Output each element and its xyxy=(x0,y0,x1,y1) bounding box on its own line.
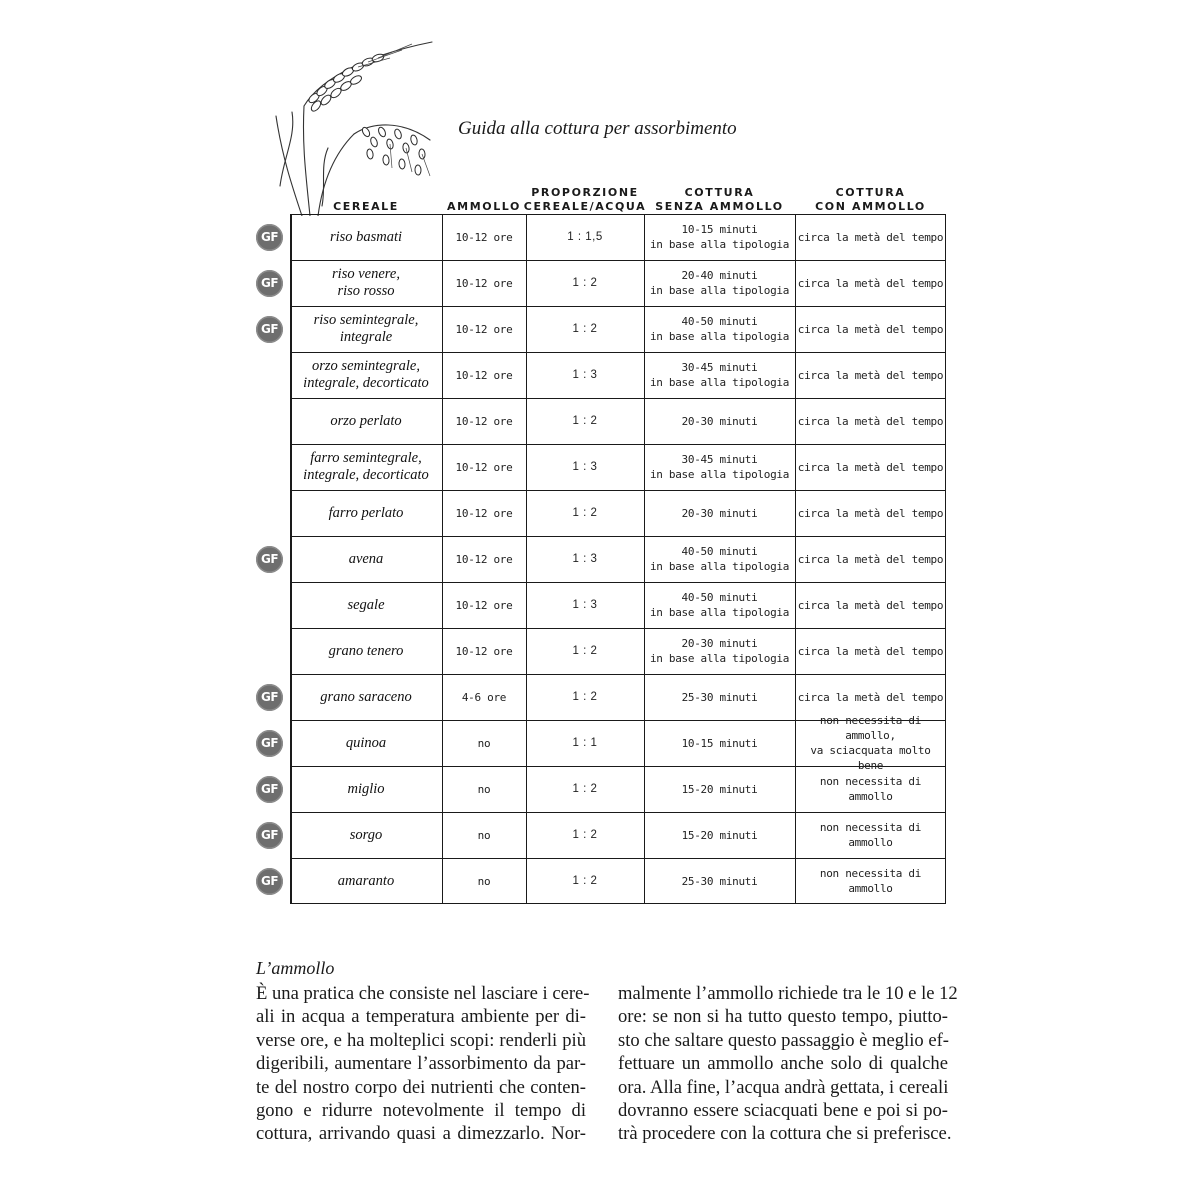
cell-cottura-senza-ammollo xyxy=(644,674,795,720)
cell-text: no xyxy=(477,736,491,750)
cell-cottura-con-ammollo xyxy=(795,766,946,812)
body-line: fettuare un ammollo anche solo di qualche xyxy=(618,1053,948,1075)
cell-text xyxy=(650,590,789,620)
cell-cottura-senza-ammollo xyxy=(644,490,795,536)
cell-text: 1 : 2 xyxy=(572,506,598,519)
cell-cottura-con-ammollo xyxy=(795,858,946,904)
cell-text: 1 : 2 xyxy=(572,690,598,703)
cell-text: 10-12 ore xyxy=(455,552,513,566)
cell-text xyxy=(329,643,404,660)
cell-line: 40-50 minuti xyxy=(681,315,758,328)
cell-line: circa la metà del tempo xyxy=(797,230,944,244)
col-header-cereale xyxy=(290,176,442,214)
gluten-free-badge-icon: GF xyxy=(256,822,283,849)
cell-text: no xyxy=(477,828,491,842)
cell-proporzione xyxy=(526,766,644,812)
table-row xyxy=(290,858,946,904)
body-column-left xyxy=(256,982,590,1146)
cell-text xyxy=(795,820,946,850)
cell-text xyxy=(798,368,943,383)
cell-line: amaranto xyxy=(337,872,395,889)
cell-text xyxy=(350,827,383,844)
cell-cereale xyxy=(290,812,442,858)
cell-line: miglio xyxy=(347,780,385,797)
cell-text xyxy=(682,506,758,521)
body-line: digeribili, aumentare l’assorbimento da par- xyxy=(256,1053,586,1075)
cell-line: non necessita di ammollo, xyxy=(819,714,922,742)
cell-text: no xyxy=(477,874,491,888)
cell-cottura-senza-ammollo xyxy=(644,214,795,260)
cell-text xyxy=(650,314,789,344)
table-row xyxy=(290,812,946,858)
cell-line: circa la metà del tempo xyxy=(797,598,944,612)
gluten-free-badge-icon: GF xyxy=(256,316,283,343)
cell-line: avena xyxy=(348,550,384,567)
cell-line: orzo perlato xyxy=(330,412,402,429)
cell-text: 1 : 2 xyxy=(572,782,598,795)
cell-text: 1 : 3 xyxy=(572,368,598,381)
cell-line: in base alla tipologia xyxy=(649,238,790,251)
cell-text xyxy=(798,552,943,567)
cell-cottura-con-ammollo xyxy=(795,536,946,582)
cell-ammollo xyxy=(442,260,526,306)
cell-cottura-con-ammollo xyxy=(795,812,946,858)
cell-proporzione xyxy=(526,306,644,352)
table-row xyxy=(290,260,946,306)
cell-text: 10-12 ore xyxy=(455,414,513,428)
cell-line: 30-45 minuti xyxy=(681,453,758,466)
cell-cereale xyxy=(290,858,442,904)
cell-text xyxy=(682,874,758,889)
cell-line: va sciacquata molto bene xyxy=(810,744,931,772)
cell-cottura-con-ammollo xyxy=(795,260,946,306)
cell-ammollo xyxy=(442,674,526,720)
cell-ammollo xyxy=(442,720,526,766)
body-line: ora. Alla fine, l’acqua andrà gettata, i cereali xyxy=(618,1076,949,1098)
cell-text: 1 : 2 xyxy=(572,322,598,335)
body-column-right xyxy=(618,982,958,1146)
cell-text xyxy=(303,450,429,484)
cell-cottura-senza-ammollo xyxy=(644,628,795,674)
cell-line: riso basmati xyxy=(329,228,403,245)
cell-ammollo xyxy=(442,766,526,812)
cell-proporzione xyxy=(526,490,644,536)
cell-line: circa la metà del tempo xyxy=(797,690,944,704)
cell-text xyxy=(795,866,946,896)
gluten-free-badge-icon: GF xyxy=(256,868,283,895)
cell-proporzione xyxy=(526,214,644,260)
body-line: trà procedere con la cottura che si preferisce. xyxy=(618,1123,952,1145)
col-header-line: CON AMMOLLO xyxy=(815,200,926,213)
cell-line: non necessita di ammollo xyxy=(819,867,922,895)
cell-ammollo xyxy=(442,352,526,398)
cell-line: grano saraceno xyxy=(320,688,412,705)
cell-line: 20-30 minuti xyxy=(681,637,758,650)
body-line: te del nostro corpo dei nutrienti che conten- xyxy=(256,1076,586,1098)
cell-text: 10-12 ore xyxy=(455,230,513,244)
cell-cottura-senza-ammollo xyxy=(644,858,795,904)
body-line: dovranno essere sciacquati bene e poi si po- xyxy=(618,1099,948,1121)
col-header-line: CEREALE xyxy=(333,200,399,213)
cell-proporzione xyxy=(526,260,644,306)
cell-text xyxy=(650,636,789,666)
cell-line: non necessita di ammollo xyxy=(819,775,922,803)
cell-text xyxy=(314,312,419,346)
cell-cereale xyxy=(290,720,442,766)
cell-text xyxy=(795,713,946,773)
col-header-line: PROPORZIONE xyxy=(531,186,639,199)
table-row xyxy=(290,628,946,674)
cell-line: 30-45 minuti xyxy=(681,361,758,374)
gluten-free-badge-icon: GF xyxy=(256,224,283,251)
cell-cottura-senza-ammollo xyxy=(644,306,795,352)
cell-line: circa la metà del tempo xyxy=(797,322,944,336)
cell-line: circa la metà del tempo xyxy=(797,506,944,520)
gluten-free-badge-icon: GF xyxy=(256,684,283,711)
col-header-line: SENZA AMMOLLO xyxy=(655,200,784,213)
cell-text xyxy=(798,230,943,245)
cell-ammollo xyxy=(442,812,526,858)
cell-line: in base alla tipologia xyxy=(649,652,790,665)
cell-text xyxy=(798,644,943,659)
col-header-proporzione xyxy=(523,176,647,214)
cell-text xyxy=(650,452,789,482)
cell-line: farro semintegrale, xyxy=(310,450,422,466)
cell-line: non necessita di ammollo xyxy=(819,821,922,849)
body-line: ore: se non si ha tutto questo tempo, piutto- xyxy=(618,1006,948,1028)
cell-cereale xyxy=(290,260,442,306)
table-row xyxy=(290,444,946,490)
cell-line: in base alla tipologia xyxy=(649,284,790,297)
gluten-free-badge-icon: GF xyxy=(256,776,283,803)
cell-proporzione xyxy=(526,352,644,398)
cell-line: circa la metà del tempo xyxy=(797,414,944,428)
cell-line: riso semintegrale, xyxy=(313,312,419,328)
cell-text: 1 : 1 xyxy=(572,736,598,749)
cell-text: 1 : 3 xyxy=(572,598,598,611)
table-row xyxy=(290,398,946,444)
cell-line: in base alla tipologia xyxy=(649,376,790,389)
cell-cottura-con-ammollo xyxy=(795,306,946,352)
cell-line: in base alla tipologia xyxy=(649,560,790,573)
cell-text xyxy=(320,689,411,706)
cell-line: 10-15 minuti xyxy=(681,223,758,236)
cell-text: 10-12 ore xyxy=(455,460,513,474)
cell-cereale xyxy=(290,628,442,674)
cell-text xyxy=(682,736,758,751)
cell-cottura-con-ammollo xyxy=(795,490,946,536)
table-row xyxy=(290,766,946,812)
table-row xyxy=(290,306,946,352)
cell-line: 20-40 minuti xyxy=(681,269,758,282)
table-title: Guida alla cottura per assorbimento xyxy=(458,118,737,139)
cell-line: circa la metà del tempo xyxy=(797,644,944,658)
cell-line: circa la metà del tempo xyxy=(797,276,944,290)
cell-cottura-con-ammollo xyxy=(795,214,946,260)
body-line: malmente l’ammollo richiede tra le 10 e le 12 xyxy=(618,983,958,1004)
cell-line: grano tenero xyxy=(328,642,404,659)
col-header-line: COTTURA xyxy=(835,186,906,199)
cell-line: farro perlato xyxy=(328,504,404,521)
cell-cereale xyxy=(290,214,442,260)
cell-text: 10-12 ore xyxy=(455,368,513,382)
cell-text xyxy=(650,360,789,390)
cell-text xyxy=(798,690,943,705)
cell-text: 10-12 ore xyxy=(455,598,513,612)
cell-line: quinoa xyxy=(345,734,387,751)
gluten-free-badge-icon: GF xyxy=(256,546,283,573)
gluten-free-badge-icon: GF xyxy=(256,270,283,297)
col-header-ammollo xyxy=(442,176,526,214)
cell-ammollo xyxy=(442,858,526,904)
cell-cereale xyxy=(290,444,442,490)
cell-cottura-senza-ammollo xyxy=(644,582,795,628)
cell-text xyxy=(650,544,789,574)
cell-text xyxy=(650,268,789,298)
cell-text: no xyxy=(477,782,491,796)
cell-line: integrale xyxy=(339,329,393,345)
section-title: L’ammollo xyxy=(256,958,335,978)
cell-ammollo xyxy=(442,490,526,536)
cell-line: 25-30 minuti xyxy=(681,874,758,888)
cell-proporzione xyxy=(526,720,644,766)
cell-text xyxy=(650,222,789,252)
cell-text xyxy=(795,774,946,804)
cell-line: 20-30 minuti xyxy=(681,506,758,520)
cell-text: 1 : 2 xyxy=(572,644,598,657)
body-line: È una pratica che consiste nel lasciare i cere- xyxy=(256,983,590,1004)
cell-text xyxy=(332,266,400,300)
cell-cottura-con-ammollo xyxy=(795,352,946,398)
cell-ammollo xyxy=(442,398,526,444)
table-row xyxy=(290,214,946,260)
cell-text: 10-12 ore xyxy=(455,644,513,658)
cell-line: sorgo xyxy=(349,826,383,843)
cell-cottura-senza-ammollo xyxy=(644,260,795,306)
cell-text xyxy=(798,598,943,613)
cell-cottura-senza-ammollo xyxy=(644,352,795,398)
cell-text: 10-12 ore xyxy=(455,506,513,520)
cell-text: 10-12 ore xyxy=(455,276,513,290)
table-row xyxy=(290,352,946,398)
cell-proporzione xyxy=(526,858,644,904)
cell-line: 40-50 minuti xyxy=(681,545,758,558)
cell-text xyxy=(682,782,758,797)
cell-ammollo xyxy=(442,628,526,674)
cell-ammollo xyxy=(442,444,526,490)
cell-text xyxy=(338,873,394,890)
cell-text xyxy=(798,322,943,337)
cell-text xyxy=(682,690,758,705)
cell-cottura-con-ammollo xyxy=(795,714,946,772)
body-line: verse ore, e ha molteplici scopi: renderli più xyxy=(256,1029,586,1051)
cell-cereale xyxy=(290,490,442,536)
cell-cottura-senza-ammollo xyxy=(644,444,795,490)
cell-text xyxy=(347,781,384,798)
cell-cottura-senza-ammollo xyxy=(644,536,795,582)
cell-cereale xyxy=(290,398,442,444)
cell-line: 20-30 minuti xyxy=(681,414,758,428)
cell-cottura-senza-ammollo xyxy=(644,766,795,812)
cell-line: riso venere, xyxy=(332,266,400,282)
cell-line: 25-30 minuti xyxy=(681,690,758,704)
cell-text xyxy=(303,358,429,392)
cell-text: 1 : 2 xyxy=(572,414,598,427)
cell-cottura-senza-ammollo xyxy=(644,720,795,766)
gluten-free-badge-icon: GF xyxy=(256,730,283,757)
col-header-line: CEREALE/ACQUA xyxy=(523,200,647,213)
cell-text xyxy=(682,414,758,429)
cell-proporzione xyxy=(526,398,644,444)
cell-text: 1 : 2 xyxy=(572,276,598,289)
cell-cottura-senza-ammollo xyxy=(644,812,795,858)
cell-ammollo xyxy=(442,582,526,628)
cell-text: 1 : 2 xyxy=(572,874,598,887)
cell-text: 10-12 ore xyxy=(455,322,513,336)
cell-proporzione xyxy=(526,628,644,674)
cell-ammollo xyxy=(442,536,526,582)
cell-line: circa la metà del tempo xyxy=(797,460,944,474)
cell-cereale xyxy=(290,766,442,812)
cell-proporzione xyxy=(526,674,644,720)
cell-cereale xyxy=(290,536,442,582)
cell-text: 1 : 2 xyxy=(572,828,598,841)
cell-cottura-con-ammollo xyxy=(795,628,946,674)
cell-cottura-con-ammollo xyxy=(795,582,946,628)
cell-line: in base alla tipologia xyxy=(649,606,790,619)
cell-text xyxy=(346,735,386,752)
cell-line: integrale, decorticato xyxy=(303,375,429,391)
cell-text xyxy=(798,506,943,521)
body-line: sto che saltare questo passaggio è meglio ef- xyxy=(618,1029,949,1051)
body-line: cottura, arrivando quasi a dimezzarlo. Nor- xyxy=(256,1123,586,1145)
col-header-con-ammollo xyxy=(795,176,946,214)
cell-cereale xyxy=(290,352,442,398)
cell-cottura-con-ammollo xyxy=(795,398,946,444)
cell-proporzione xyxy=(526,582,644,628)
cell-cereale xyxy=(290,674,442,720)
cell-line: in base alla tipologia xyxy=(649,468,790,481)
cell-text xyxy=(349,551,384,568)
cell-ammollo xyxy=(442,214,526,260)
cell-cereale xyxy=(290,582,442,628)
cell-text xyxy=(682,828,758,843)
cell-text xyxy=(330,413,401,430)
col-header-line: AMMOLLO xyxy=(447,200,521,213)
cell-text xyxy=(347,597,384,614)
cell-text xyxy=(798,276,943,291)
cell-proporzione xyxy=(526,536,644,582)
cell-cereale xyxy=(290,306,442,352)
cell-text xyxy=(330,229,402,246)
cell-text xyxy=(798,460,943,475)
cell-line: integrale, decorticato xyxy=(303,467,429,483)
table-row xyxy=(290,536,946,582)
table-row xyxy=(290,582,946,628)
cell-text: 1 : 3 xyxy=(572,552,598,565)
cell-line: 10-15 minuti xyxy=(681,736,758,750)
table-row xyxy=(290,490,946,536)
cell-text: 4-6 ore xyxy=(461,690,507,704)
cell-text: 1 : 3 xyxy=(572,460,598,473)
body-line: ali in acqua a temperatura ambiente per di- xyxy=(256,1006,586,1028)
cell-cottura-con-ammollo xyxy=(795,444,946,490)
cell-line: segale xyxy=(347,596,385,613)
cell-line: 40-50 minuti xyxy=(681,591,758,604)
cell-line: 15-20 minuti xyxy=(681,782,758,796)
cell-line: circa la metà del tempo xyxy=(797,552,944,566)
cell-proporzione xyxy=(526,444,644,490)
cell-line: 15-20 minuti xyxy=(681,828,758,842)
cell-text xyxy=(798,414,943,429)
cell-line: riso rosso xyxy=(337,283,395,299)
cell-text: 1 : 1,5 xyxy=(567,230,603,243)
col-header-line: COTTURA xyxy=(684,186,755,199)
table-row xyxy=(290,714,946,772)
cell-text xyxy=(329,505,404,522)
cell-cottura-senza-ammollo xyxy=(644,398,795,444)
body-line: gono e ridurre notevolmente il tempo di xyxy=(256,1099,586,1121)
cell-proporzione xyxy=(526,812,644,858)
cell-line: circa la metà del tempo xyxy=(797,368,944,382)
cell-ammollo xyxy=(442,306,526,352)
cell-line: in base alla tipologia xyxy=(649,330,790,343)
col-header-senza-ammollo xyxy=(644,176,795,214)
cell-line: orzo semintegrale, xyxy=(312,358,420,374)
